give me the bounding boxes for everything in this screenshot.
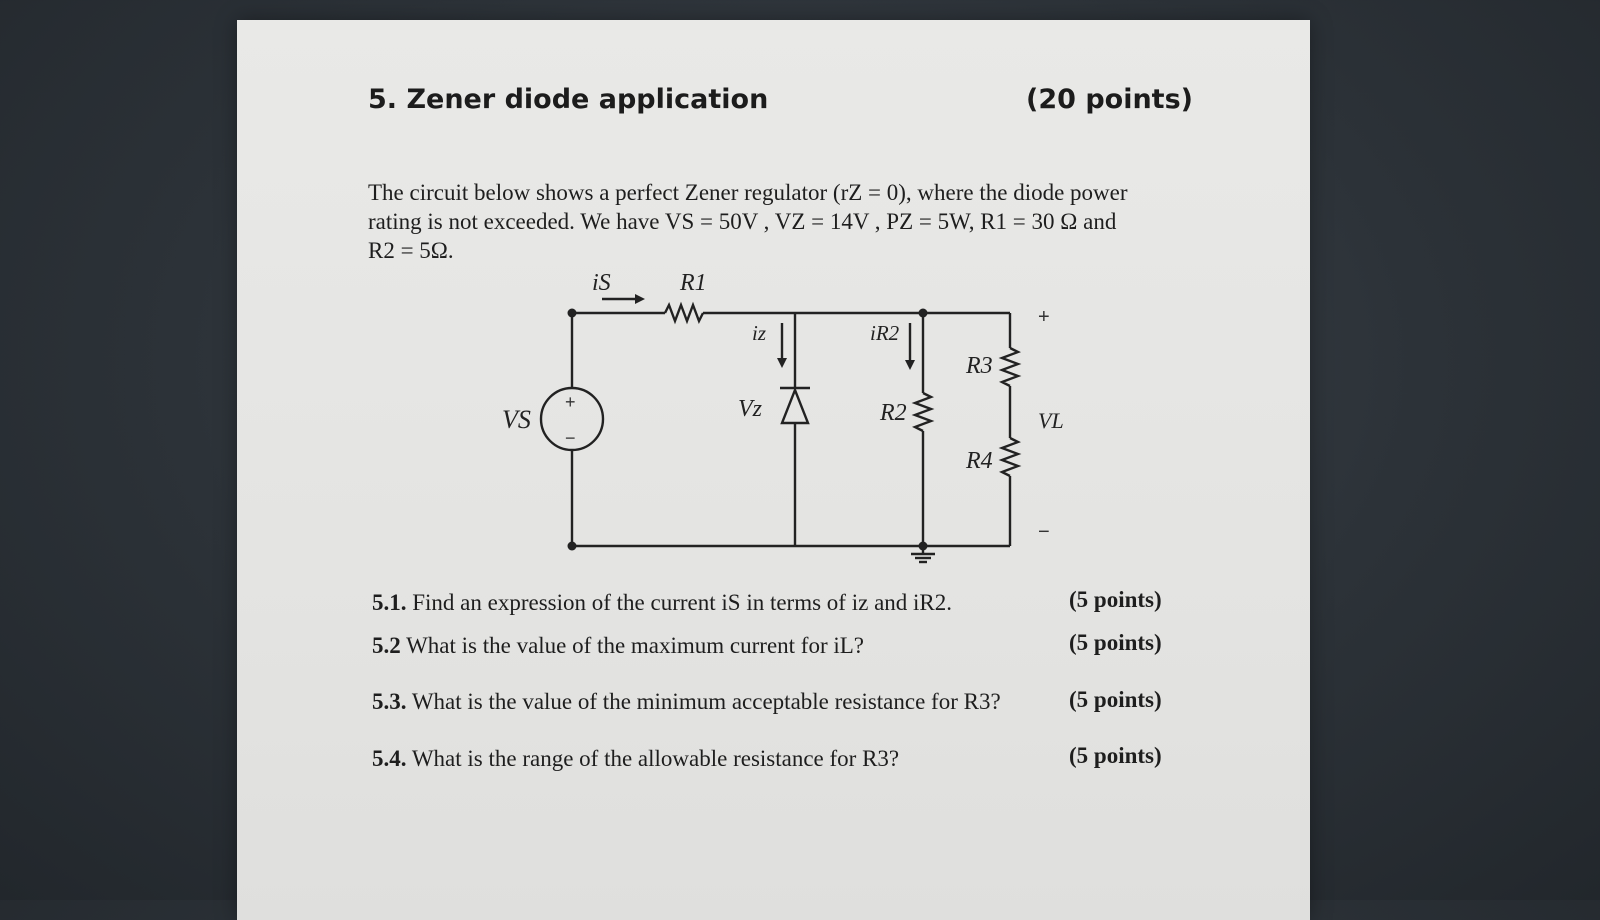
problem-points: (20 points) (1026, 84, 1193, 115)
description-line-1: The circuit below shows a perfect Zener regulator (rZ = 0), where the diode power (368, 180, 1128, 205)
question-5-4-points: (5 points) (1069, 743, 1162, 768)
question-number: 5.1. (372, 590, 407, 615)
question-5-3 (372, 689, 1001, 715)
label-vl: VL (1038, 408, 1064, 433)
source-plus: + (565, 392, 576, 412)
question-5-4 (372, 746, 899, 772)
description-line-3: R2 = 5Ω. (368, 238, 454, 263)
ir2-arrow-head (905, 360, 915, 370)
node-bottom-r2 (919, 542, 928, 551)
question-5-1 (372, 590, 952, 616)
resistor-r1 (665, 305, 703, 321)
label-iz: iz (752, 321, 767, 345)
question-text: What is the value of the minimum acceptable resistance for R3? (406, 689, 1001, 714)
label-vs: VS (502, 405, 531, 434)
question-number: 5.4. (372, 746, 407, 771)
label-r4: R4 (966, 448, 993, 474)
node-top-left (568, 309, 577, 318)
question-5-1-points: (5 points) (1069, 587, 1162, 612)
question-number: 5.2 (372, 633, 401, 658)
label-is: iS (592, 270, 611, 296)
label-vl-plus: + (1038, 306, 1050, 328)
label-r2: R2 (880, 400, 907, 426)
question-text: Find an expression of the current iS in terms of iz and iR2. (406, 590, 953, 615)
question-5-3-points: (5 points) (1069, 687, 1162, 712)
source-minus: − (565, 428, 576, 448)
label-r3: R3 (966, 353, 993, 379)
question-5-2-points: (5 points) (1069, 630, 1162, 655)
description-line-2: rating is not exceeded. We have VS = 50V , VZ = 14V , PZ = 5W, R1 = 30 Ω and (368, 209, 1117, 234)
problem-title: 5. Zener diode application (368, 84, 769, 115)
question-number: 5.3. (372, 689, 407, 714)
question-5-2 (372, 633, 864, 659)
resistor-r2 (915, 393, 931, 431)
label-r1: R1 (680, 270, 707, 296)
label-vl-minus: − (1038, 521, 1050, 543)
zener-circuit-diagram (490, 268, 1064, 568)
question-text: What is the range of the allowable resistance for R3? (406, 746, 900, 771)
node-bottom-left (568, 542, 577, 551)
node-top-r2 (919, 309, 928, 318)
resistor-r4 (1002, 438, 1018, 476)
label-ir2: iR2 (870, 321, 900, 345)
resistor-r3 (1002, 348, 1018, 386)
zener-triangle (782, 390, 808, 423)
question-text: What is the value of the maximum current for iL? (400, 633, 865, 658)
label-vz: Vz (738, 396, 762, 422)
problem-description (368, 178, 1188, 265)
is-arrow-head (635, 294, 645, 304)
iz-arrow-head (777, 358, 787, 368)
